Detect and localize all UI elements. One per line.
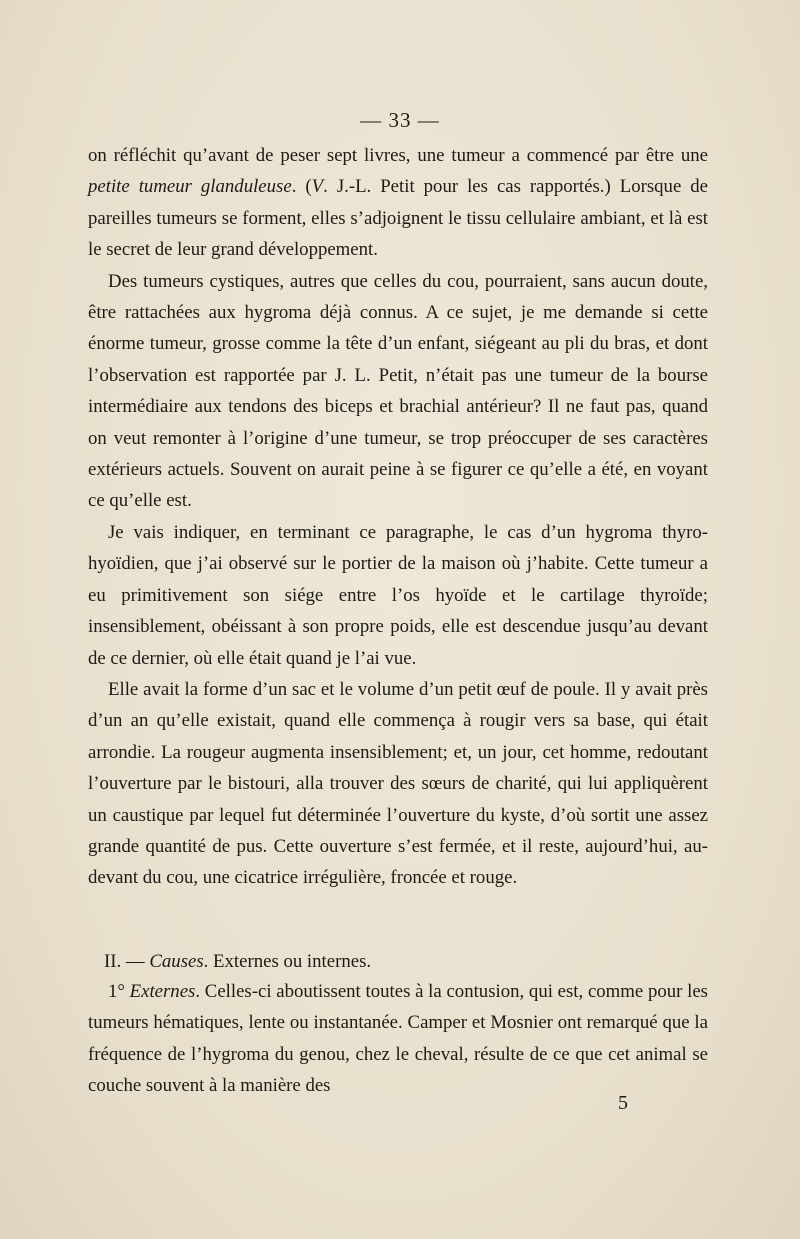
paragraph-1-part-1: on réfléchit qu’avant de peser sept livres, une tumeur a commencé par être une: [88, 145, 708, 166]
body-text-top: [88, 140, 708, 894]
paragraph-2: Des tumeurs cystiques, autres que celles du cou, pourraient, sans aucun doute, être rattachées aux hygroma déjà connus. A ce sujet, je me demande si cette énorme tumeur, grosse comme la tête d’un enfant, siégeant au pli du bras, et dont l’observation est rapportée par J. L. Petit, n’était pas une tumeur de la bourse intermédiaire aux tendons des biceps et brachial antérieur? Il ne faut pas, quand on veut remonter à l’origine d’une tumeur, se trop préoccuper de ses caractères extérieurs actuels. Souvent on aurait peine à se figurer ce qu’elle a été, en voyant ce qu’elle est.: [88, 270, 708, 512]
paragraph-1-italic-1: petite tumeur glanduleuse: [88, 176, 292, 198]
paragraph-1-part-5: . J.-L. Petit pour les cas rapportés.) Lorsque de pareilles tumeurs se forment, elles s’adjoignent le tissu cellulaire ambiant, et là est le secret de leur grand développement.: [88, 176, 708, 261]
paragraph-5: [88, 976, 708, 1102]
paragraph-1: [88, 140, 708, 266]
paragraph-3: Je vais indiquer, en terminant ce paragraphe, le cas d’un hygroma thyro-hyoïdien, que j’ai observé sur le portier de la maison où j’habite. Cette tumeur a eu primitivement son siége entre l’os hyoïde et le cartilage thyroïde; insensiblement, obéissant à son propre poids, elle est descendue jusqu’au devant de ce dernier, où elle était quand je l’ai vue.: [88, 521, 708, 669]
paragraph-4: Elle avait la forme d’un sac et le volume d’un petit œuf de poule. Il y avait près d’un an qu’elle existait, quand elle commença à rougir vers sa base, qui était arrondie. La rougeur augmenta insensiblement; et, un jour, cet homme, redoutant l’ouverture par le bistouri, alla trouver des sœurs de charité, qui lui appliquèrent un caustique par lequel fut déterminée l’ouverture du kyste, d’où sortit une assez grande quantité de pus. Cette ouverture s’est fermée, et il reste, aujourd’hui, au-devant du cou, une cicatrice irrégulière, froncée et rouge.: [88, 678, 708, 889]
page-number: — 33 —: [360, 108, 440, 132]
signature-mark: 5: [618, 1092, 628, 1114]
section-heading: [104, 946, 371, 977]
paragraph-5-label: Externes: [129, 981, 196, 1002]
paragraph-5-number: 1°: [108, 981, 125, 1002]
section-heading-prefix: II. —: [104, 951, 150, 972]
section-heading-rest: . Externes ou internes.: [203, 951, 372, 972]
section-heading-title: Causes: [149, 951, 204, 972]
body-text-bottom: [88, 976, 708, 1102]
paragraph-1-italic-2: V: [311, 176, 324, 198]
paragraph-5-text: . Celles-ci aboutissent toutes à la contusion, qui est, comme pour les tumeurs hématiques, lente ou instantanée. Camper et Mosnier ont remarqué que la fréquence de l’hygroma du genou, chez le cheval, résulte de ce que cet animal se couche souvent à la manière des: [88, 981, 708, 1097]
paragraph-1-part-3: . (: [291, 176, 312, 198]
